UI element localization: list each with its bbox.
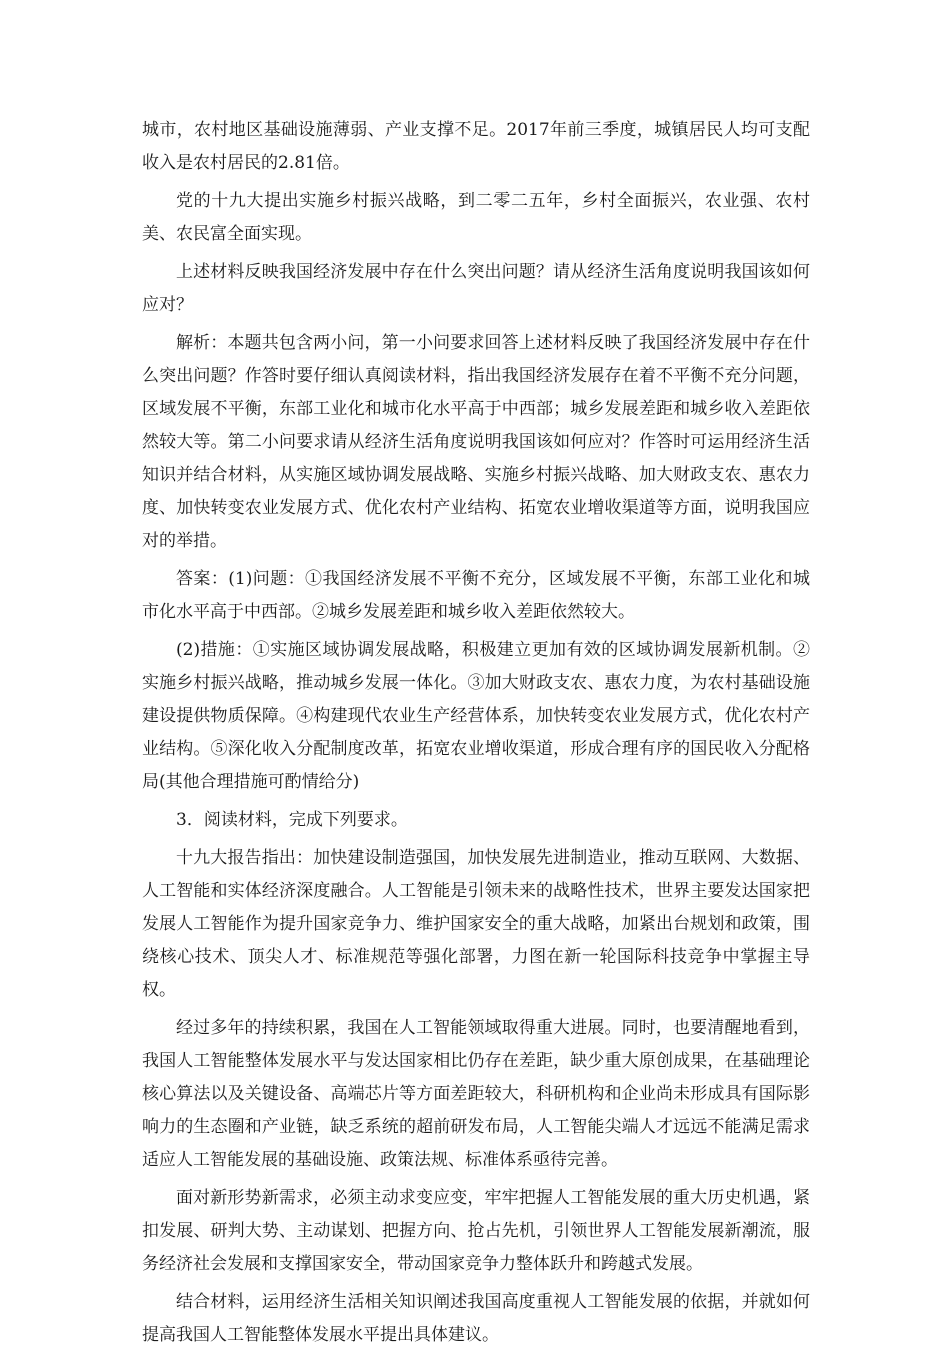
paragraph-question-2: 上述材料反映我国经济发展中存在什么突出问题？请从经济生活角度说明我国该如何应对？ [142,262,810,315]
paragraph-continued-material: 城市，农村地区基础设施薄弱、产业支撑不足。2017年前三季度，城镇居民人均可支配收入是农村居民的2.81倍。 [142,120,810,173]
paragraph-rural-revitalization: 党的十九大提出实施乡村振兴战略，到二零二五年，乡村全面振兴，农业强、农村美、农民富全面实现。 [142,191,810,244]
paragraph-question-3-prompt: 结合材料，运用经济生活相关知识阐述我国高度重视人工智能发展的依据，并就如何提高我国人工智能整体发展水平提出具体建议。 [142,1292,810,1345]
paragraph-answer-part-2: (2)措施：①实施区域协调发展战略，积极建立更加有效的区域协调发展新机制。②实施乡村振兴战略，推动城乡发展一体化。③加大财政支农、惠农力度，为农村基础设施建设提供物质保障。④构建现代农业生产经营体系，加快转变农业发展方式，优化农村产业结构。⑤深化收入分配制度改革，拓宽农业增收渠道，形成合理有序的国民收入分配格局(其他合理措施可酌情给分) [142,640,810,792]
paragraph-analysis: 解析：本题共包含两小问，第一小问要求回答上述材料反映了我国经济发展中存在什么突出问题？作答时要仔细认真阅读材料，指出我国经济发展存在着不平衡不充分问题，区域发展不平衡，东部工业化和城市化水平高于中西部；城乡发展差距和城乡收入差距依然较大等。第二小问要求请从经济生活角度说明我国该如何应对？作答时可运用经济生活知识并结合材料，从实施区域协调发展战略、实施乡村振兴战略、加大财政支农、惠农力度、加快转变农业发展方式、优化农村产业结构、拓宽农业增收渠道等方面，说明我国应对的举措。 [142,333,810,551]
paragraph-question-3-heading: 3．阅读材料，完成下列要求。 [176,810,408,830]
paragraph-material-demand: 面对新形势新需求，必须主动求变应变，牢牢把握人工智能发展的重大历史机遇，紧扣发展、研判大势、主动谋划、把握方向、抢占先机，引领世界人工智能发展新潮流，服务经济社会发展和支撑国家安全，带动国家竞争力整体跃升和跨越式发展。 [142,1188,810,1274]
paragraph-material-report: 十九大报告指出：加快建设制造强国，加快发展先进制造业，推动互联网、大数据、人工智能和实体经济深度融合。人工智能是引领未来的战略性技术，世界主要发达国家把发展人工智能作为提升国家竞争力、维护国家安全的重大战略，加紧出台规划和政策，围绕核心技术、顶尖人才、标准规范等强化部署，力图在新一轮国际科技竞争中掌握主导权。 [142,848,810,1000]
document-body [142,114,810,1357]
paragraph-answer-part-1: 答案：(1)问题：①我国经济发展不平衡不充分，区域发展不平衡，东部工业化和城市化水平高于中西部。②城乡发展差距和城乡收入差距依然较大。 [142,569,810,622]
paragraph-material-progress: 经过多年的持续积累，我国在人工智能领域取得重大进展。同时，也要清醒地看到，我国人工智能整体发展水平与发达国家相比仍存在差距，缺少重大原创成果，在基础理论核心算法以及关键设备、高端芯片等方面差距较大，科研机构和企业尚未形成具有国际影响力的生态圈和产业链，缺乏系统的超前研发布局，人工智能尖端人才远远不能满足需求适应人工智能发展的基础设施、政策法规、标准体系亟待完善。 [142,1018,810,1170]
